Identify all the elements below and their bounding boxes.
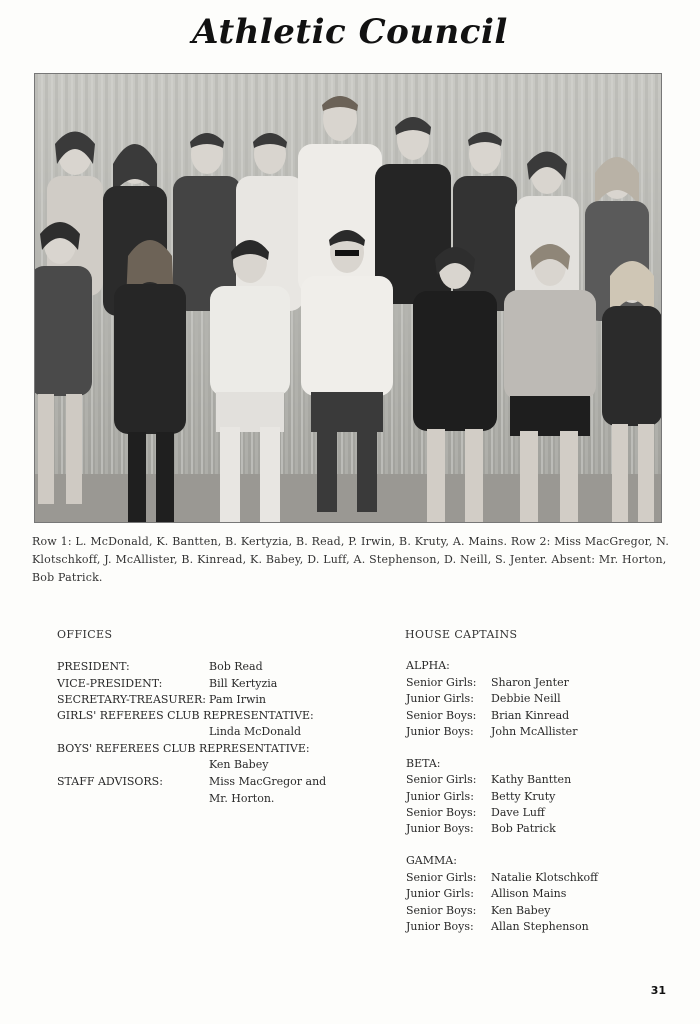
page-title: Athletic Council (192, 12, 508, 52)
house-name: BETA: (406, 757, 441, 770)
group-photo-illustration (35, 74, 661, 522)
office-label: STAFF ADVISORS: (57, 775, 163, 788)
office-row (57, 790, 377, 807)
office-value: Pam Irwin (209, 693, 267, 706)
captain-value: Sharon Jenter (491, 676, 569, 689)
house-captains-heading: HOUSE CAPTAINS (405, 628, 518, 641)
office-label: SECRETARY-TREASURER: (57, 693, 206, 706)
captain-label: Junior Boys: (406, 725, 474, 738)
captain-value: Betty Kruty (491, 790, 556, 803)
offices-heading: OFFICES (57, 628, 113, 641)
captain-label: Junior Boys: (406, 920, 474, 933)
captain-label: Junior Girls: (406, 790, 474, 803)
captain-label: Senior Girls: (406, 773, 477, 786)
office-label: VICE-PRESIDENT: (57, 677, 163, 690)
office-row (57, 773, 377, 790)
office-value: Miss MacGregor and (209, 775, 327, 788)
captain-row (406, 902, 666, 919)
captain-row (406, 723, 666, 740)
office-value: Bob Read (209, 660, 263, 673)
office-value: Bill Kertyzia (209, 677, 278, 690)
captain-label: Junior Girls: (406, 692, 474, 705)
office-label: GIRLS' REFEREES CLUB REPRESENTATIVE: (57, 709, 314, 722)
office-row (57, 658, 377, 675)
captain-value: Brian Kinread (491, 709, 570, 722)
office-value: Mr. Horton. (209, 792, 275, 805)
office-label: PRESIDENT: (57, 660, 130, 673)
captain-value: Kathy Bantten (491, 773, 572, 786)
captain-label: Senior Girls: (406, 676, 477, 689)
captain-label: Senior Boys: (406, 806, 477, 819)
captain-value: Allison Mains (491, 887, 567, 900)
captain-value: Ken Babey (491, 904, 551, 917)
office-row (57, 675, 377, 692)
captain-row (406, 885, 666, 902)
office-row (57, 691, 377, 708)
captain-row (406, 918, 666, 935)
page-number: 31 (650, 984, 666, 997)
office-row (57, 723, 377, 740)
office-value: Linda McDonald (209, 725, 302, 738)
office-row (57, 707, 377, 724)
captain-row (406, 820, 666, 837)
office-value: Ken Babey (209, 758, 269, 771)
captain-value: Natalie Klotschkoff (491, 871, 598, 884)
group-photo (34, 73, 662, 523)
captain-row (406, 869, 666, 886)
house-name: ALPHA: (406, 659, 450, 672)
office-label: BOYS' REFEREES CLUB REPRESENTATIVE: (57, 742, 310, 755)
captain-row (406, 690, 666, 707)
captain-row (406, 707, 666, 724)
captain-value: Allan Stephenson (491, 920, 589, 933)
office-row (57, 740, 377, 757)
captain-label: Senior Boys: (406, 904, 477, 917)
captain-value: John McAllister (491, 725, 578, 738)
captain-value: Bob Patrick (491, 822, 556, 835)
office-row (57, 756, 377, 773)
captain-label: Senior Boys: (406, 709, 477, 722)
house-name: GAMMA: (406, 854, 457, 867)
captain-label: Junior Boys: (406, 822, 474, 835)
captain-value: Debbie Neill (491, 692, 561, 705)
captain-row (406, 804, 666, 821)
captain-label: Senior Girls: (406, 871, 477, 884)
captain-row (406, 788, 666, 805)
captain-row (406, 771, 666, 788)
captain-row (406, 674, 666, 691)
captain-value: Dave Luff (491, 806, 545, 819)
captain-label: Junior Girls: (406, 887, 474, 900)
photo-caption: Row 1: L. McDonald, K. Bantten, B. Kertyzia, B. Read, P. Irwin, B. Kruty, A. Mains. Row 2: Miss MacGregor, N. Klotschkoff, J. McAllister, B. Kinread, K. Babey, D. Luff, A. Stephenson, D. Neill, S. Jenter. Absent: Mr. Horton, Bob Patrick. (32, 535, 670, 584)
